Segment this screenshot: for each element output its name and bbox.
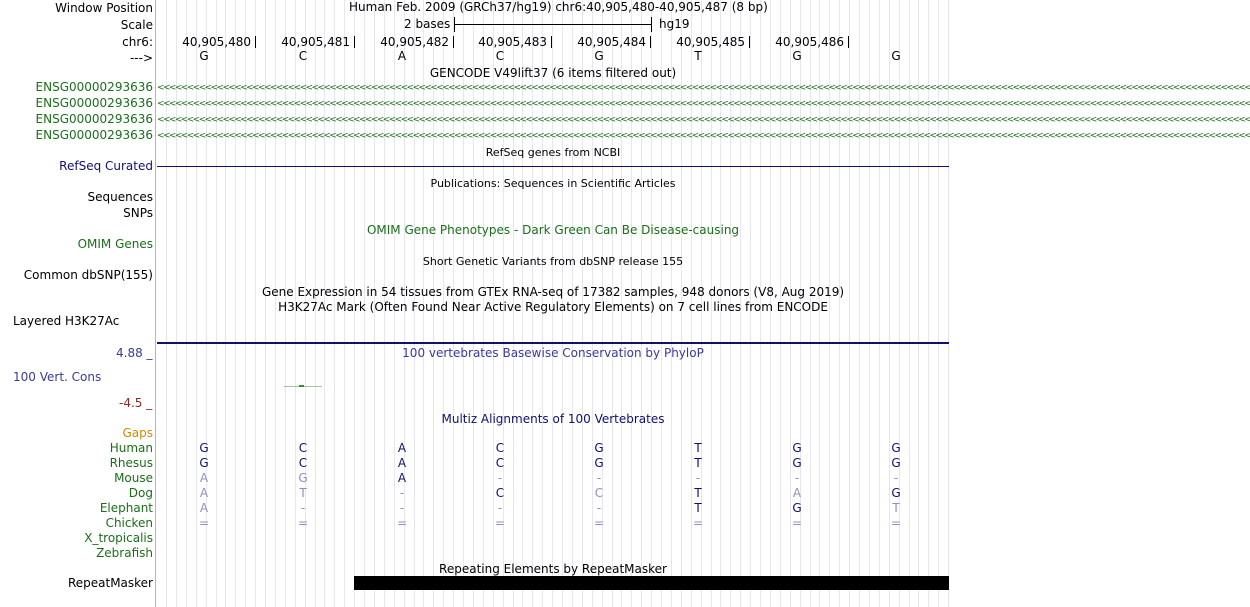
cons-max-value: 4.88 _ (116, 346, 153, 360)
reference-base: G (792, 49, 802, 63)
gencode-item-feature[interactable]: <<<<<<<<<<<<<<<<<<<<<<<<<<<<<<<<<<<<<<<<<<<<<<<<<<<<<<<<<<<<<<<<<<<<<<<<<<<<<<<<<<<<<<<<<<<<<<<<<<<<<<<<<<<<<<<<<<<<<<<<<<<<<<<<<<<<<<<<<<<<<<<<<<<<<<<<<<<<<<<<<<<<<<<<<<<<<<<<<<<<<<<< (157, 115, 1250, 125)
chrom-label: chr6: (122, 35, 153, 49)
gencode-item-feature[interactable]: <<<<<<<<<<<<<<<<<<<<<<<<<<<<<<<<<<<<<<<<<<<<<<<<<<<<<<<<<<<<<<<<<<<<<<<<<<<<<<<<<<<<<<<<<<<<<<<<<<<<<<<<<<<<<<<<<<<<<<<<<<<<<<<<<<<<<<<<<<<<<<<<<<<<<<<<<<<<<<<<<<<<<<<<<<<<<<<<<<<<<<<< (157, 99, 1250, 109)
pubs-track-title[interactable]: Publications: Sequences in Scientific Articles (430, 177, 676, 190)
dbsnp-track-label[interactable]: Common dbSNP(155) (23, 268, 153, 282)
sequences-track-label[interactable]: Sequences (87, 190, 153, 204)
alignment-base: A (199, 501, 209, 515)
alignment-base: - (596, 501, 602, 515)
reference-base: G (594, 49, 604, 63)
omim-track-label[interactable]: OMIM Genes (77, 237, 153, 251)
alignment-base: G (298, 471, 308, 485)
alignment-base: T (694, 441, 702, 455)
alignment-base: - (399, 486, 405, 500)
alignment-base: T (694, 501, 702, 515)
alignment-base: - (300, 501, 306, 515)
cons-track-label[interactable]: 100 Vert. Cons (13, 370, 102, 384)
species-label[interactable]: Elephant (99, 501, 153, 515)
alignment-base: = (791, 516, 803, 530)
species-label[interactable]: Dog (128, 486, 153, 500)
snps-track-label[interactable]: SNPs (123, 206, 153, 220)
alignment-base: A (397, 456, 407, 470)
multiz-track-title[interactable]: Multiz Alignments of 100 Vertebrates (441, 412, 665, 426)
reference-base: G (891, 49, 901, 63)
alignment-base: C (495, 441, 505, 455)
alignment-base: = (198, 516, 210, 530)
ruler-position-label: 40,905,480 (182, 35, 251, 49)
alignment-base: - (794, 471, 800, 485)
gencode-item-label[interactable]: ENSG00000293636 (35, 80, 153, 94)
repeat-track-title[interactable]: Repeating Elements by RepeatMasker (439, 562, 667, 576)
species-label[interactable]: Rhesus (109, 456, 153, 470)
alignment-base: C (495, 486, 505, 500)
reference-base: A (397, 49, 407, 63)
alignment-base: G (792, 456, 802, 470)
gtex-track-title[interactable]: Gene Expression in 54 tissues from GTEx RNA-seq of 17382 samples, 948 donors (V8, Aug 2019) (261, 285, 845, 299)
reference-base: C (495, 49, 505, 63)
gencode-item-label[interactable]: ENSG00000293636 (35, 128, 153, 142)
ruler-position-label: 40,905,482 (380, 35, 449, 49)
refseq-gene-line[interactable] (157, 166, 949, 167)
scale-bar (454, 24, 652, 25)
alignment-base: = (593, 516, 605, 530)
cons-track-title[interactable]: 100 vertebrates Basewise Conservation by PhyloP (402, 346, 704, 360)
ruler-position-label: 40,905,481 (281, 35, 350, 49)
ruler-tick (255, 36, 256, 48)
assembly-label: hg19 (659, 17, 690, 31)
alignment-base: = (890, 516, 902, 530)
alignment-base: - (596, 471, 602, 485)
alignment-base: G (199, 441, 209, 455)
alignment-base: G (792, 441, 802, 455)
ruler-tick (848, 36, 849, 48)
h3k27ac-signal-line[interactable] (157, 342, 949, 344)
alignment-base: A (792, 486, 802, 500)
alignment-base: C (594, 486, 604, 500)
refseq-track-label[interactable]: RefSeq Curated (59, 159, 153, 173)
ruler-tick (749, 36, 750, 48)
window-position-text: Human Feb. 2009 (GRCh37/hg19) chr6:40,905,480-40,905,487 (8 bp) (349, 0, 768, 14)
window-position-label: Window Position (55, 1, 153, 15)
alignment-base: C (298, 456, 308, 470)
gencode-track-title[interactable]: GENCODE V49lift37 (6 items filtered out) (429, 66, 677, 80)
ruler-position-label: 40,905,485 (676, 35, 745, 49)
alignment-base: = (692, 516, 704, 530)
scale-bar-left-cap (454, 17, 455, 32)
gencode-item-label[interactable]: ENSG00000293636 (35, 112, 153, 126)
reference-base: G (199, 49, 209, 63)
dbsnp-track-title[interactable]: Short Genetic Variants from dbSNP release 155 (422, 255, 684, 268)
strand-label: ---> (129, 51, 153, 65)
h3k27ac-track-title[interactable]: H3K27Ac Mark (Often Found Near Active Regulatory Elements) on 7 cell lines from ENCODE (278, 300, 828, 314)
cons-signal-peak (299, 385, 304, 387)
alignment-base: G (199, 456, 209, 470)
cons-min-value: -4.5 _ (119, 396, 153, 410)
alignment-base: = (297, 516, 309, 530)
alignment-base: T (892, 501, 900, 515)
alignment-base: A (397, 441, 407, 455)
alignment-base: T (694, 486, 702, 500)
species-label[interactable]: Human (109, 441, 153, 455)
alignment-base: = (494, 516, 506, 530)
omim-track-title[interactable]: OMIM Gene Phenotypes - Dark Green Can Be Disease-causing (366, 223, 740, 237)
repeat-element-block[interactable] (354, 576, 949, 590)
repeat-track-label[interactable]: RepeatMasker (67, 576, 153, 590)
scale-label: Scale (120, 18, 153, 32)
species-label[interactable]: Chicken (105, 516, 153, 530)
alignment-base: - (497, 471, 503, 485)
species-label[interactable]: Zebrafish (96, 546, 153, 560)
ruler-tick (354, 36, 355, 48)
alignment-base: A (397, 471, 407, 485)
alignment-base: G (891, 486, 901, 500)
reference-base: T (694, 49, 702, 63)
alignment-base: - (497, 501, 503, 515)
ruler-tick (650, 36, 651, 48)
gencode-item-label[interactable]: ENSG00000293636 (35, 96, 153, 110)
alignment-base: G (891, 456, 901, 470)
alignment-base: G (792, 501, 802, 515)
ruler-position-label: 40,905,483 (478, 35, 547, 49)
scale-bar-right-cap (651, 17, 652, 32)
species-label[interactable]: X_tropicalis (84, 531, 153, 545)
ruler-position-label: 40,905,484 (577, 35, 646, 49)
alignment-base: T (299, 486, 307, 500)
alignment-base: - (399, 501, 405, 515)
refseq-track-title[interactable]: RefSeq genes from NCBI (485, 146, 621, 159)
species-label[interactable]: Mouse (114, 471, 153, 485)
scale-text: 2 bases (404, 17, 451, 31)
ruler-tick (453, 36, 454, 48)
alignment-base: G (891, 441, 901, 455)
alignment-base: T (694, 456, 702, 470)
alignment-base: C (298, 441, 308, 455)
h3k27ac-track-label[interactable]: Layered H3K27Ac (13, 314, 120, 328)
alignment-base: - (695, 471, 701, 485)
alignment-base: C (495, 456, 505, 470)
reference-base: C (298, 49, 308, 63)
alignment-base: A (199, 471, 209, 485)
alignment-base: G (594, 456, 604, 470)
alignment-base: A (199, 486, 209, 500)
gaps-track-label[interactable]: Gaps (122, 426, 153, 440)
gencode-item-feature[interactable]: <<<<<<<<<<<<<<<<<<<<<<<<<<<<<<<<<<<<<<<<<<<<<<<<<<<<<<<<<<<<<<<<<<<<<<<<<<<<<<<<<<<<<<<<<<<<<<<<<<<<<<<<<<<<<<<<<<<<<<<<<<<<<<<<<<<<<<<<<<<<<<<<<<<<<<<<<<<<<<<<<<<<<<<<<<<<<<<<<<<<<<<< (157, 131, 1250, 141)
alignment-base: - (893, 471, 899, 485)
ruler-tick (551, 36, 552, 48)
alignment-base: = (396, 516, 408, 530)
ruler-position-label: 40,905,486 (775, 35, 844, 49)
alignment-base: G (594, 441, 604, 455)
gencode-item-feature[interactable]: <<<<<<<<<<<<<<<<<<<<<<<<<<<<<<<<<<<<<<<<<<<<<<<<<<<<<<<<<<<<<<<<<<<<<<<<<<<<<<<<<<<<<<<<<<<<<<<<<<<<<<<<<<<<<<<<<<<<<<<<<<<<<<<<<<<<<<<<<<<<<<<<<<<<<<<<<<<<<<<<<<<<<<<<<<<<<<<<<<<<<<<< (157, 83, 1250, 93)
